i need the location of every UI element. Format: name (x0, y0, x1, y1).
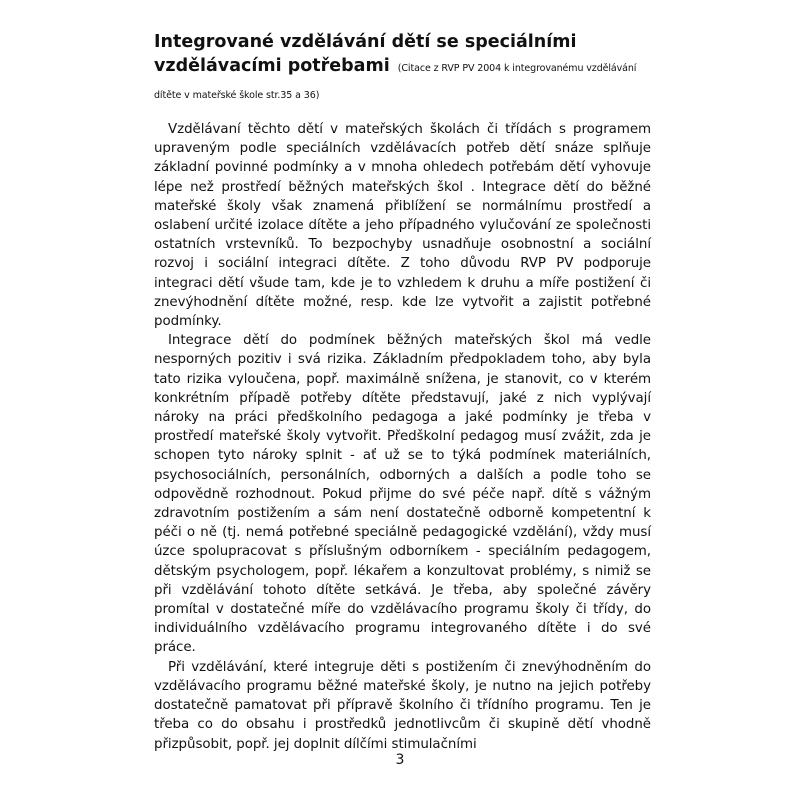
body-text (154, 120, 651, 754)
paragraph-1: Vzdělávaní těchto dětí v mateřských školách či třídách s programem upraveným podle speciálních vzdělávacích potřeb dětí snáze splňuje základní povinné podmínky a v mnoha ohledech potřebám dětí vyhovuje lépe než prostředí běžných mateřských škol . Integrace dětí do běžné mateřské školy však znamená přiblížení se normálnímu prostředí a oslabení určité izolace dítěte a jeho případného vylučování ze společnosti ostatních vrstevníků. To bezpochyby usnadňuje osobnostní a sociální rozvoj i sociální integraci dítěte. Z toho důvodu RVP PV podporuje integraci dětí všude tam, kde je to vzhledem k druhu a míře postižení či znevýhodnění dítěte možné, resp. kde lze vytvořit a zajistit potřebné podmínky. (154, 122, 651, 330)
heading-citation: (Citace z RVP PV 2004 k integrovanému vzdělávání dítěte v mateřské škole str.35 a 36) (154, 63, 637, 101)
paragraph-2: Integrace dětí do podmínek běžných mateřských škol má vedle nesporných pozitiv i svá rizika. Základním předpokladem toho, aby byla tato rizika vyloučena, popř. maximálně snížena, je stanovit, co v kterém konkrétním případě potřeby dítěte představují, jaké z nich vyplývají nároky na práci předškolního pedagoga a jaké podmínky je třeba v prostředí mateřské školy vytvořit. Předškolní pedagog musí zvážit, zda je schopen tyto nároky splnit - ať už se to týká podmínek materiálních, psychosociálních, personálních, odborných a dalších a podle toho se odpovědně rozhodnout. Pokud přijme do své péče např. dítě s vážným zdravotním postižením a sám není dostatečně odborně kompetentní k péči o ně (tj. nemá potřebné speciálně pedagogické vzdělání), vždy musí úzce spolupracovat s příslušným odborníkem - speciálním pedagogem, dětským psychologem, popř. lékařem a konzultovat problémy, s nimiž se při vzdělávání tohoto dítěte setkává. Je třeba, aby společné závěry promítal v dostatečné míře do vzdělávacího programu školy či třídy, do individuálního vzdělávacího programu integrovaného dítěte i do své práce. (154, 333, 651, 656)
section-heading (154, 30, 651, 108)
page-number: 3 (395, 752, 405, 768)
document-page (154, 30, 651, 754)
paragraph-3: Při vzdělávání, které integruje děti s postižením či znevýhodněním do vzdělávacího programu běžné mateřské školy, je nutno na jejich potřeby dostatečně pamatovat při přípravě školního či třídního programu. Ten je třeba co do obsahu i prostředků jednotlivcům či skupině dětí vhodně přizpůsobit, popř. jej doplnit dílčími stimulačními (154, 659, 651, 752)
heading-title: Integrované vzdělávání dětí se speciálními vzdělávacími potřebami (154, 32, 577, 76)
